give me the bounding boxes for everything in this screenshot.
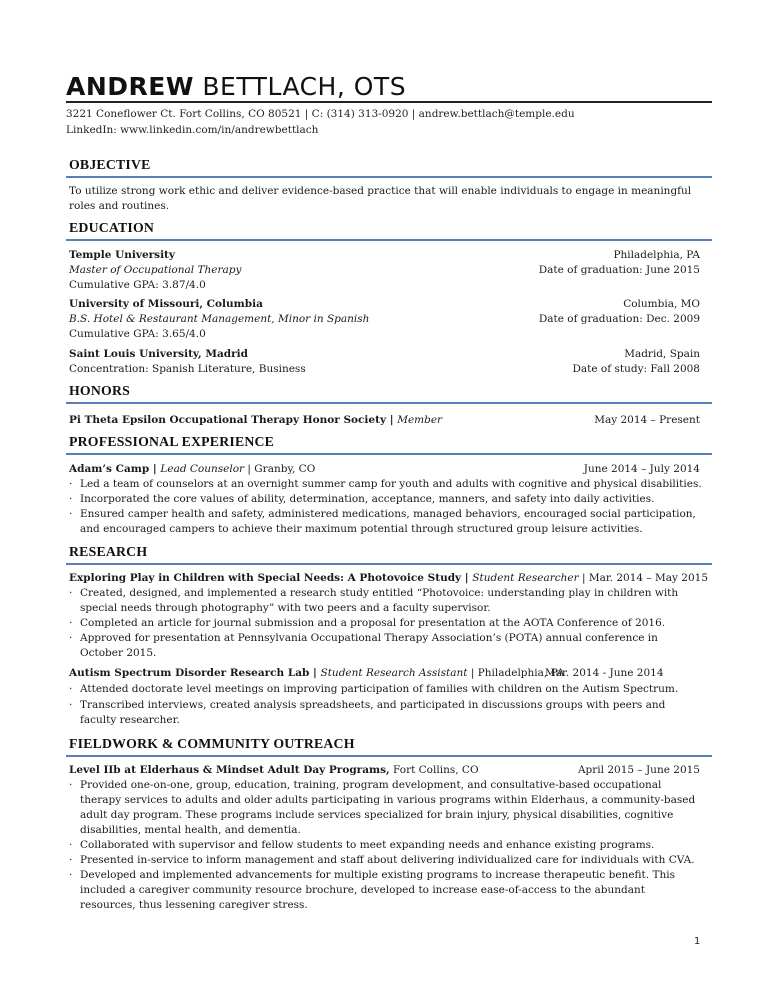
linkedin-line: LinkedIn: www.linkedin.com/in/andrewbettlach <box>66 124 319 136</box>
edu-date: Date of graduation: Dec. 2009 <box>538 313 700 325</box>
edu-gpa: Cumulative GPA: 3.87/4.0 <box>69 279 206 291</box>
name-first: ANDREW <box>66 72 194 101</box>
objective-line-2: roles and routines. <box>69 200 170 212</box>
experience-bullet: · Ensured camper health and safety, administered medications, managed behaviors, encouraged social participation, <box>69 507 696 522</box>
edu-school: Saint Louis University, Madrid Madrid, Spain <box>69 348 700 360</box>
edu-school: Temple University Philadelphia, PA <box>69 249 700 261</box>
edu-degree: B.S. Hotel & Restaurant Management, Minor in Spanish Date of graduation: Dec. 2009 <box>69 313 700 325</box>
edu-location: Madrid, Spain <box>624 348 700 360</box>
fieldwork-bullet: · Provided one-on-one, group, education, training, program development, and consultative-based occupational <box>69 778 661 793</box>
fieldwork-bullet-cont: disabilities, mental health, and dementia. <box>80 824 301 836</box>
research-bullet: · Attended doctorate level meetings on improving participation of families with children on the Autism Spectrum. <box>69 682 678 697</box>
research-bullet: · Transcribed interviews, created analysis spreadsheets, and participated in discussions groups with peers and <box>69 698 665 713</box>
fieldwork-date: April 2015 – June 2015 <box>577 764 700 776</box>
name-rest: BETTLACH, OTS <box>202 72 407 101</box>
edu-date: Date of study: Fall 2008 <box>572 363 700 375</box>
experience-bullet: · Incorporated the core values of ability, determination, acceptance, manners, and safety into daily activities. <box>69 492 654 507</box>
fieldwork-divider <box>66 755 712 757</box>
research-bullet-cont: special needs through photography” with two peers and a faculty supervisor. <box>80 602 491 614</box>
honors-divider <box>66 402 712 404</box>
research-bullet-cont: October 2015. <box>80 647 157 659</box>
fieldwork-bullet: · Presented in-service to inform management and staff about delivering individualized care for individuals with CVA. <box>69 853 695 868</box>
education-heading: EDUCATION <box>69 220 155 235</box>
research-divider <box>66 563 712 565</box>
research-bullet: · Completed an article for journal submission and a proposal for presentation at the AOTA Conference of 2016. <box>69 616 665 631</box>
fieldwork-bullet-cont: included a caregiver community resource brochure, developed to increase ease-of-access to the abundant <box>80 884 645 896</box>
education-divider <box>66 239 712 241</box>
experience-heading: PROFESSIONAL EXPERIENCE <box>69 434 275 449</box>
research-entry: Autism Spectrum Disorder Research Lab | Student Research Assistant | Philadelphia, PA Mar. 2014 - June 2014 <box>69 667 664 679</box>
fieldwork-bullet: · Collaborated with supervisor and fellow students to meet expanding needs and enhance existing programs. <box>69 838 654 853</box>
experience-bullet: · Led a team of counselors at an overnight summer camp for youth and adults with cognitive and physical disabilities. <box>69 477 702 492</box>
experience-date: June 2014 – July 2014 <box>583 463 700 475</box>
honors-heading: HONORS <box>69 383 130 398</box>
research-date: Mar. 2014 - June 2014 <box>545 667 664 679</box>
edu-school: University of Missouri, Columbia Columbia, MO <box>69 298 700 310</box>
edu-location: Philadelphia, PA <box>613 249 700 261</box>
research-entry: Exploring Play in Children with Special Needs: A Photovoice Study | Student Researcher | Mar. 2014 – May 2015 <box>69 572 709 584</box>
resume-name <box>66 72 406 101</box>
experience-bullet-cont: and encouraged campers to achieve their maximum potential through structured group leisure activities. <box>80 523 643 535</box>
fieldwork-bullet: · Developed and implemented advancements for multiple existing programs to increase therapeutic benefit. This <box>69 868 675 883</box>
fieldwork-bullet-cont: therapy services to adults and older adults participating in various programs within Elderhaus, a community-based <box>80 794 696 806</box>
research-bullet-cont: faculty researcher. <box>80 714 180 726</box>
fieldwork-bullet-cont: resources, thus lessening caregiver stress. <box>80 899 308 911</box>
edu-date: Date of graduation: June 2015 <box>538 264 700 276</box>
objective-heading: OBJECTIVE <box>69 157 151 172</box>
research-heading: RESEARCH <box>69 544 148 559</box>
edu-degree: Master of Occupational Therapy Date of graduation: June 2015 <box>69 264 700 276</box>
contact-line: 3221 Coneflower Ct. Fort Collins, CO 80521 | C: (314) 313-0920 | andrew.bettlach@temple.edu <box>66 108 575 120</box>
experience-divider <box>66 453 712 455</box>
objective-divider <box>66 176 712 178</box>
fieldwork-bullet-cont: adult day program. These programs include services specialized for brain injury, physical disabilities, cognitive <box>80 809 674 821</box>
fieldwork-heading: FIELDWORK & COMMUNITY OUTREACH <box>69 736 355 751</box>
research-bullet: · Created, designed, and implemented a research study entitled “Photovoice: understanding play in children with <box>69 586 678 601</box>
page-number: 1 <box>694 936 701 947</box>
edu-location: Columbia, MO <box>623 298 700 310</box>
fieldwork-entry: Level IIb at Elderhaus & Mindset Adult Day Programs, Fort Collins, CO April 2015 – June 2015 <box>69 764 700 776</box>
edu-gpa: Cumulative GPA: 3.65/4.0 <box>69 328 206 340</box>
experience-entry: Adam’s Camp | Lead Counselor | Granby, CO June 2014 – July 2014 <box>69 463 700 475</box>
name-divider <box>66 101 712 103</box>
research-bullet: · Approved for presentation at Pennsylvania Occupational Therapy Association’s (POTA) annual conference in <box>69 631 658 646</box>
honor-entry: Pi Theta Epsilon Occupational Therapy Honor Society | Member May 2014 – Present <box>69 414 700 426</box>
edu-degree: Concentration: Spanish Literature, Business Date of study: Fall 2008 <box>69 363 700 375</box>
honor-date: May 2014 – Present <box>594 414 700 426</box>
objective-line-1: To utilize strong work ethic and deliver evidence-based practice that will enable individuals to engage in meaningful <box>69 185 692 197</box>
